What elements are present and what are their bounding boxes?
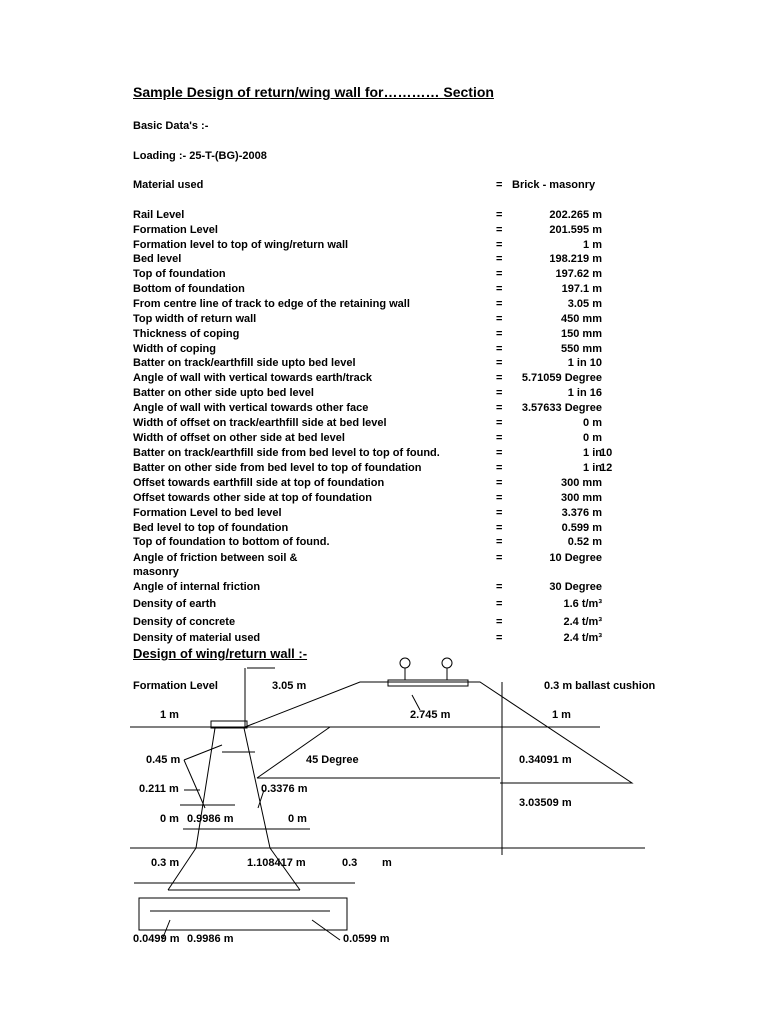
param-value: 201.595 m [549, 224, 602, 236]
param-eq: = [496, 298, 503, 310]
param-eq: = [496, 462, 503, 474]
param-label: Rail Level [133, 209, 185, 221]
dim-03-left: 0.3 m [151, 857, 180, 869]
param-value: 2.4 t/m³ [563, 632, 602, 644]
param-value: 197.1 m [561, 283, 602, 295]
param-eq: = [496, 313, 503, 325]
param-label: Angle of internal friction [133, 581, 261, 593]
param-value: 202.265 m [549, 209, 602, 221]
param-label: Top of foundation [133, 268, 226, 280]
param-label: Top of foundation to bottom of found. [133, 536, 330, 548]
param-label: Formation Level to bed level [133, 507, 282, 519]
dim-034091: 0.34091 m [519, 754, 572, 766]
param-eq: = [496, 432, 503, 444]
material-label: Material used [133, 179, 204, 191]
dim-09986-top: 0.9986 m [187, 813, 234, 825]
param-value: 1 in 16 [567, 387, 602, 399]
param-eq: = [496, 522, 503, 534]
param-eq: = [496, 283, 503, 295]
param-eq: = [496, 343, 503, 355]
basic-data-heading: Basic Data's :- [133, 120, 209, 132]
param-value: 2.4 t/m³ [563, 616, 602, 628]
dim-305: 3.05 m [272, 680, 307, 692]
dim-09986-bottom: 0.9986 m [187, 933, 234, 945]
param-value: 10 Degree [549, 552, 602, 564]
dim-00599: 0.0599 m [343, 933, 390, 945]
param-value: 3.57633 Degree [521, 402, 602, 414]
param-eq: = [496, 372, 503, 384]
param-label: Width of offset on track/earthfill side at bed level [133, 417, 387, 429]
param-value: 5.71059 Degree [521, 372, 602, 384]
param-extra: 12 [600, 462, 613, 474]
param-value: 1 in [583, 447, 602, 459]
dim-1m-left: 1 m [160, 709, 179, 721]
param-eq: = [496, 492, 503, 504]
param-label: Width of coping [133, 343, 216, 355]
dim-m-unit: m [382, 857, 392, 869]
param-label-cont: masonry [133, 566, 179, 578]
material-value: Brick - masonry [512, 179, 596, 191]
dim-formation-level: Formation Level [133, 680, 218, 692]
param-label: Thickness of coping [133, 328, 240, 340]
param-eq: = [496, 268, 503, 280]
dim-1m-right: 1 m [552, 709, 571, 721]
param-eq: = [496, 224, 503, 236]
param-label: Bed level [133, 253, 182, 265]
param-label: Density of earth [133, 598, 217, 610]
dim-03376: 0.3376 m [261, 783, 308, 795]
param-eq: = [496, 417, 503, 429]
param-eq: = [496, 447, 503, 459]
param-eq: = [496, 552, 503, 564]
param-eq: = [496, 387, 503, 399]
param-label: Angle of wall with vertical towards earth/track [133, 372, 373, 384]
loading-text: Loading :- 25-T-(BG)-2008 [133, 150, 267, 162]
param-eq: = [496, 328, 503, 340]
param-label: Angle of wall with vertical towards other face [133, 402, 369, 414]
param-label: Batter on track/earthfill side upto bed level [133, 357, 356, 369]
param-value: 0.52 m [567, 536, 602, 548]
param-value: 3.05 m [567, 298, 602, 310]
dim-0m-right: 0 m [288, 813, 307, 825]
param-eq: = [496, 239, 503, 251]
param-eq: = [496, 507, 503, 519]
param-value: 550 mm [561, 343, 602, 355]
dim-303509: 3.03509 m [519, 797, 572, 809]
dim-045: 0.45 m [146, 754, 181, 766]
dim-0m-left: 0 m [160, 813, 179, 825]
dim-03-right: 0.3 [342, 857, 358, 869]
param-eq: = [496, 209, 503, 221]
param-eq: = [496, 616, 503, 628]
param-value: 1 in 10 [567, 357, 602, 369]
param-label: Top width of return wall [133, 313, 257, 325]
param-label: Batter on other side from bed level to top of foundation [133, 462, 422, 474]
param-eq: = [496, 581, 503, 593]
param-label: Width of offset on other side at bed level [133, 432, 345, 444]
param-eq: = [496, 632, 503, 644]
dim-1108417: 1.108417 m [247, 857, 306, 869]
param-eq: = [496, 253, 503, 265]
param-value: 197.62 m [555, 268, 602, 280]
param-eq: = [496, 402, 503, 414]
param-value: 1 in [583, 462, 602, 474]
param-label: Offset towards other side at top of foundation [133, 492, 372, 504]
param-value: 3.376 m [561, 507, 602, 519]
param-value: 300 mm [561, 477, 602, 489]
param-value: 0 m [583, 417, 602, 429]
param-extra: 10 [600, 447, 613, 459]
param-label: Density of concrete [133, 616, 236, 628]
param-label: Batter on track/earthfill side from bed level to top of found. [133, 447, 440, 459]
param-value: 150 mm [561, 328, 602, 340]
dim-2745: 2.745 m [410, 709, 451, 721]
dim-00499: 0.0499 m [133, 933, 180, 945]
param-value: 0 m [583, 432, 602, 444]
page-title: Sample Design of return/wing wall for………… Section [133, 84, 494, 100]
param-label: Bottom of foundation [133, 283, 245, 295]
material-eq: = [496, 179, 503, 191]
param-eq: = [496, 477, 503, 489]
param-value: 30 Degree [549, 581, 602, 593]
design-heading: Design of wing/return wall :- [133, 646, 308, 661]
param-value: 300 mm [561, 492, 602, 504]
param-value: 1 m [583, 239, 602, 251]
param-value: 0.599 m [561, 522, 602, 534]
dim-ballast: 0.3 m ballast cushion [544, 680, 656, 692]
param-eq: = [496, 598, 503, 610]
param-value: 450 mm [561, 313, 602, 325]
param-label: Density of material used [133, 632, 261, 644]
param-value: 198.219 m [549, 253, 602, 265]
param-value: 1.6 t/m³ [563, 598, 602, 610]
param-label: Formation level to top of wing/return wall [133, 239, 349, 251]
param-label: Batter on other side upto bed level [133, 387, 314, 399]
param-eq: = [496, 357, 503, 369]
param-label: Bed level to top of foundation [133, 522, 289, 534]
param-eq: = [496, 536, 503, 548]
param-label: From centre line of track to edge of the retaining wall [133, 298, 410, 310]
param-label: Formation Level [133, 224, 218, 236]
dim-45deg: 45 Degree [306, 754, 359, 766]
param-label: Offset towards earthfill side at top of foundation [133, 477, 385, 489]
dim-0211: 0.211 m [139, 783, 179, 795]
param-label: Angle of friction between soil & [133, 552, 298, 564]
